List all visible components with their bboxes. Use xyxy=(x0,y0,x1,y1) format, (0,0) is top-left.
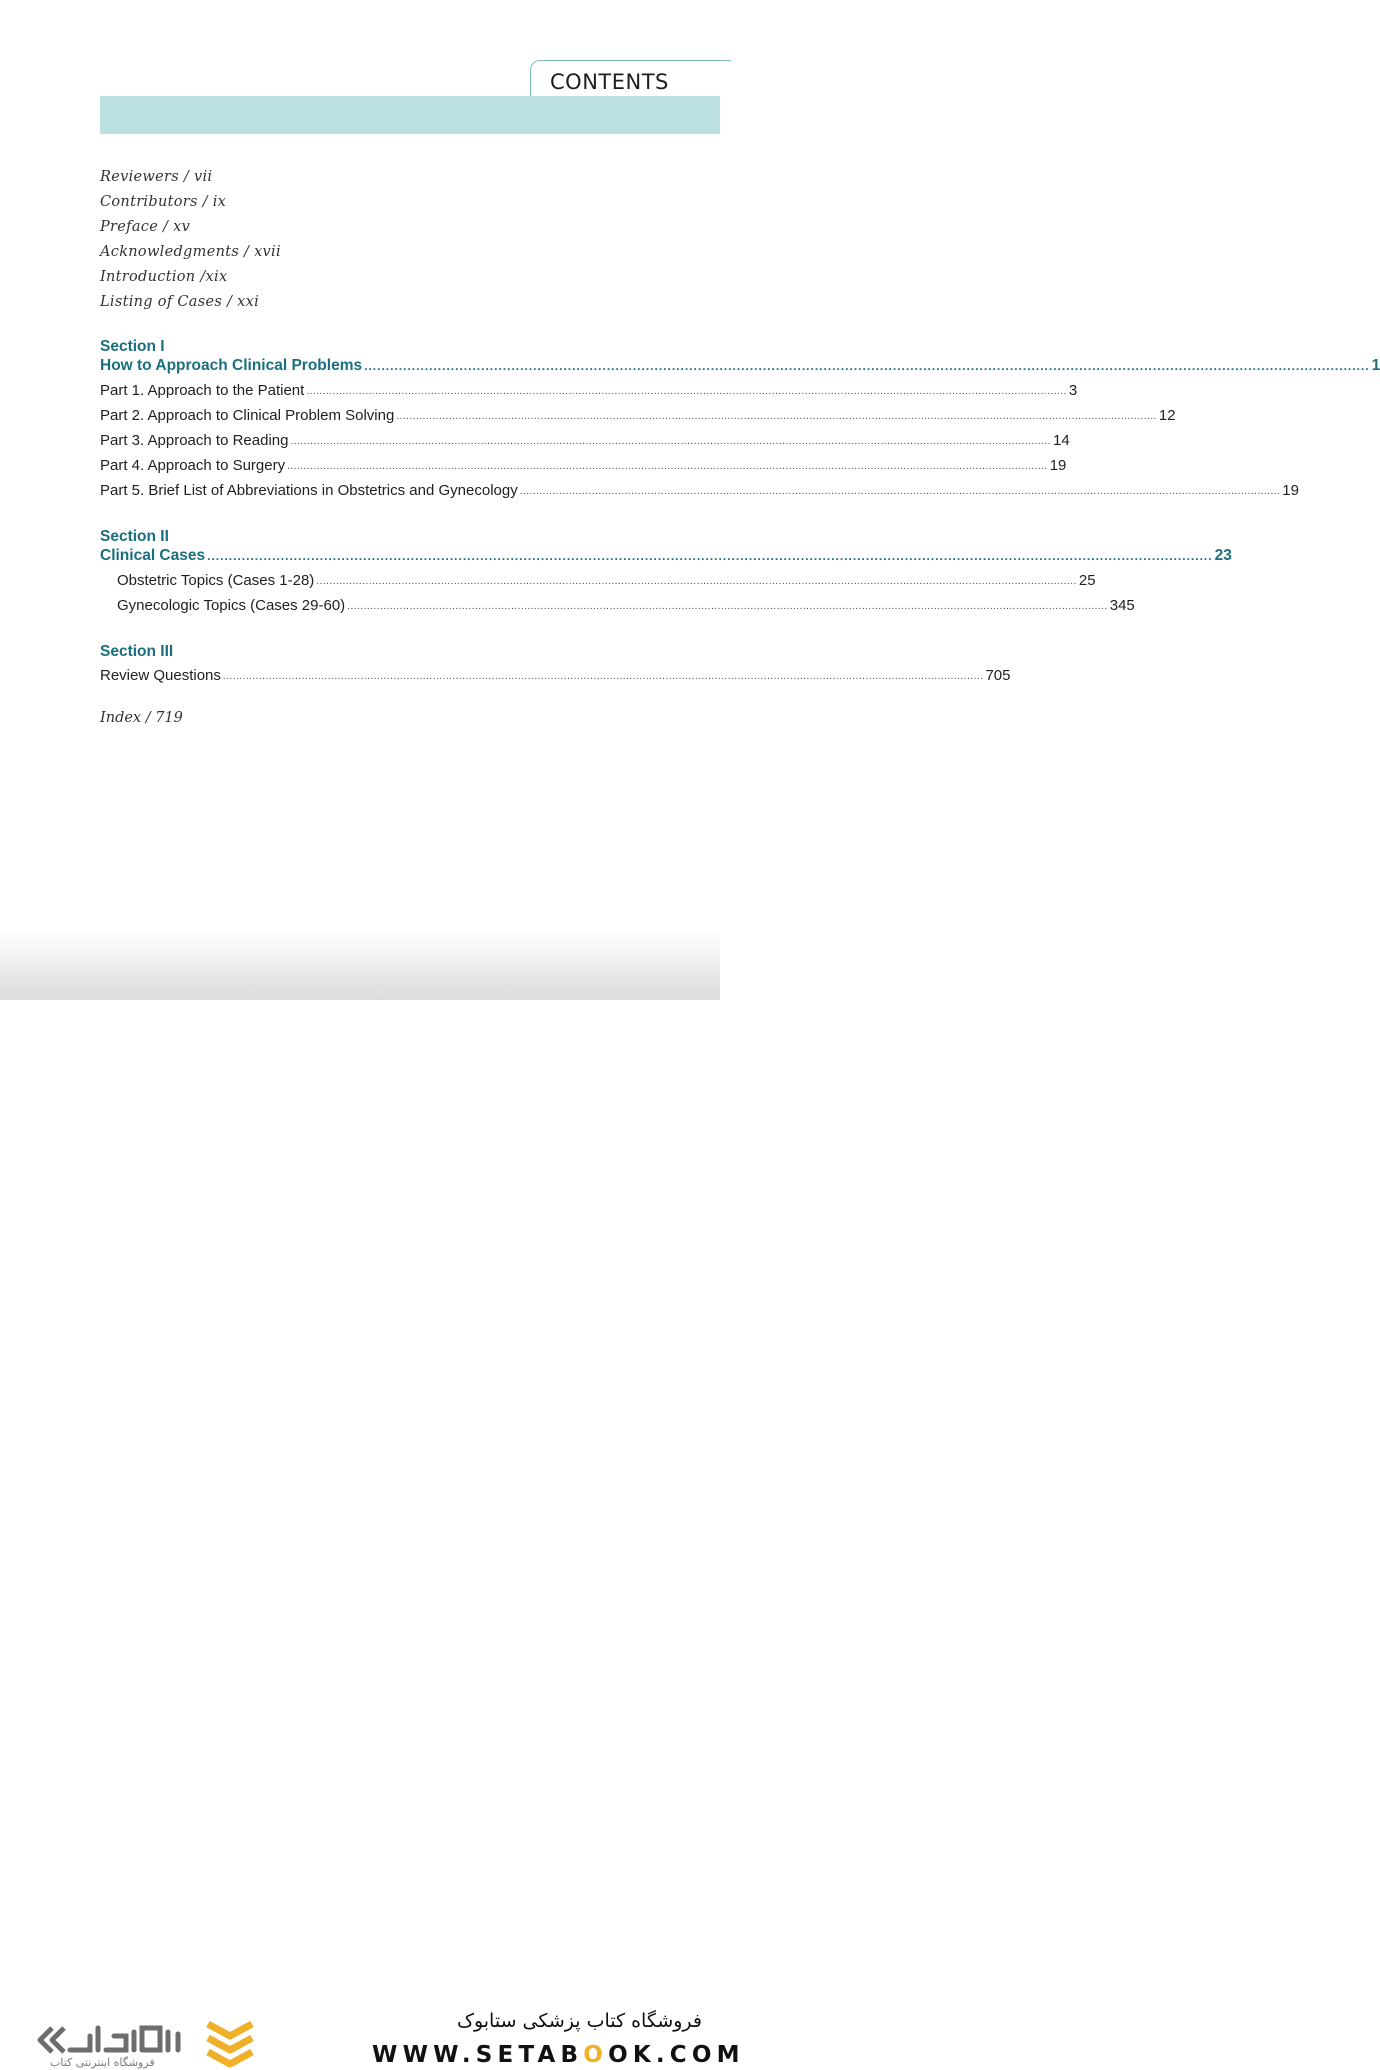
entry-page: 3 xyxy=(1068,382,1078,399)
index-entry[interactable]: Index / 719 xyxy=(100,710,183,726)
entry-page: 19 xyxy=(1282,482,1299,499)
leader-dots xyxy=(306,386,1067,397)
front-matter-item[interactable]: Introduction /xix xyxy=(100,269,228,285)
front-matter-list xyxy=(100,166,281,316)
front-matter-item[interactable]: Listing of Cases / xxi xyxy=(100,294,260,310)
leader-dots xyxy=(396,411,1157,422)
section-label: Section II xyxy=(100,528,169,545)
leader-dots xyxy=(290,436,1051,447)
entry-title: Part 1. Approach to the Patient xyxy=(100,382,305,399)
website-part: OK.COM xyxy=(608,2042,745,2068)
entry-page: 12 xyxy=(1158,407,1176,424)
entry-page: 19 xyxy=(1049,457,1067,474)
leader-dots xyxy=(223,671,984,682)
toc-entry[interactable] xyxy=(117,597,1135,614)
entry-page: 345 xyxy=(1109,597,1135,614)
entry-page: 23 xyxy=(1214,547,1232,564)
page-title: CONTENTS xyxy=(550,70,669,94)
header-band xyxy=(100,96,720,134)
entry-title: Review Questions xyxy=(100,667,221,684)
entry-title: Part 5. Brief List of Abbreviations in Obstetrics and Gynecology xyxy=(100,482,518,499)
toc-entry[interactable] xyxy=(100,382,1078,399)
toc-entry[interactable] xyxy=(100,407,1176,424)
toc-entry[interactable] xyxy=(117,572,1096,589)
front-matter-item[interactable]: Preface / xv xyxy=(100,219,191,235)
entry-title: Clinical Cases xyxy=(100,547,206,564)
leader-dots xyxy=(316,576,1077,587)
entry-title: Gynecologic Topics (Cases 29-60) xyxy=(117,597,346,614)
website-part: WWW.SETAB xyxy=(372,2042,584,2068)
leader-dots xyxy=(520,486,1281,497)
entry-page: 25 xyxy=(1078,572,1096,589)
entry-page: 14 xyxy=(1053,432,1070,449)
front-matter-item[interactable]: Reviewers / vii xyxy=(100,169,213,185)
footer-banner xyxy=(0,1000,745,2069)
website-url[interactable] xyxy=(372,2042,745,2068)
front-matter-item[interactable]: Acknowledgments / xvii xyxy=(100,244,281,260)
leader-dots xyxy=(347,601,1108,612)
toc-entry[interactable] xyxy=(100,482,1299,499)
toc-page xyxy=(0,0,1380,1000)
section-label: Section III xyxy=(100,643,174,660)
page-shadow xyxy=(0,930,720,1005)
entry-title: Obstetric Topics (Cases 1-28) xyxy=(117,572,315,589)
section-heading-entry[interactable] xyxy=(100,357,1380,375)
entry-title: Part 4. Approach to Surgery xyxy=(100,457,286,474)
front-matter-item[interactable]: Contributors / ix xyxy=(100,194,227,210)
leader-dots xyxy=(207,549,1212,563)
section-label: Section I xyxy=(100,338,165,355)
toc-entry[interactable] xyxy=(100,432,1070,449)
logo-tagline: فروشگاه اینترنتی کتاب xyxy=(50,2056,155,2069)
toc-entry[interactable] xyxy=(100,457,1067,474)
website-highlight: O xyxy=(583,2042,609,2068)
entry-title: Part 2. Approach to Clinical Problem Solving xyxy=(100,407,395,424)
leader-dots xyxy=(287,461,1048,472)
entry-page: 1 xyxy=(1371,357,1380,374)
entry-title: Part 3. Approach to Reading xyxy=(100,432,289,449)
section-heading-entry[interactable] xyxy=(100,547,1232,565)
leader-dots xyxy=(364,359,1369,373)
entry-title: How to Approach Clinical Problems xyxy=(100,357,363,374)
toc-entry[interactable] xyxy=(100,667,1011,684)
entry-page: 705 xyxy=(985,667,1011,684)
shop-name: فروشگاه کتاب پزشکی ستابوک xyxy=(456,2010,702,2032)
